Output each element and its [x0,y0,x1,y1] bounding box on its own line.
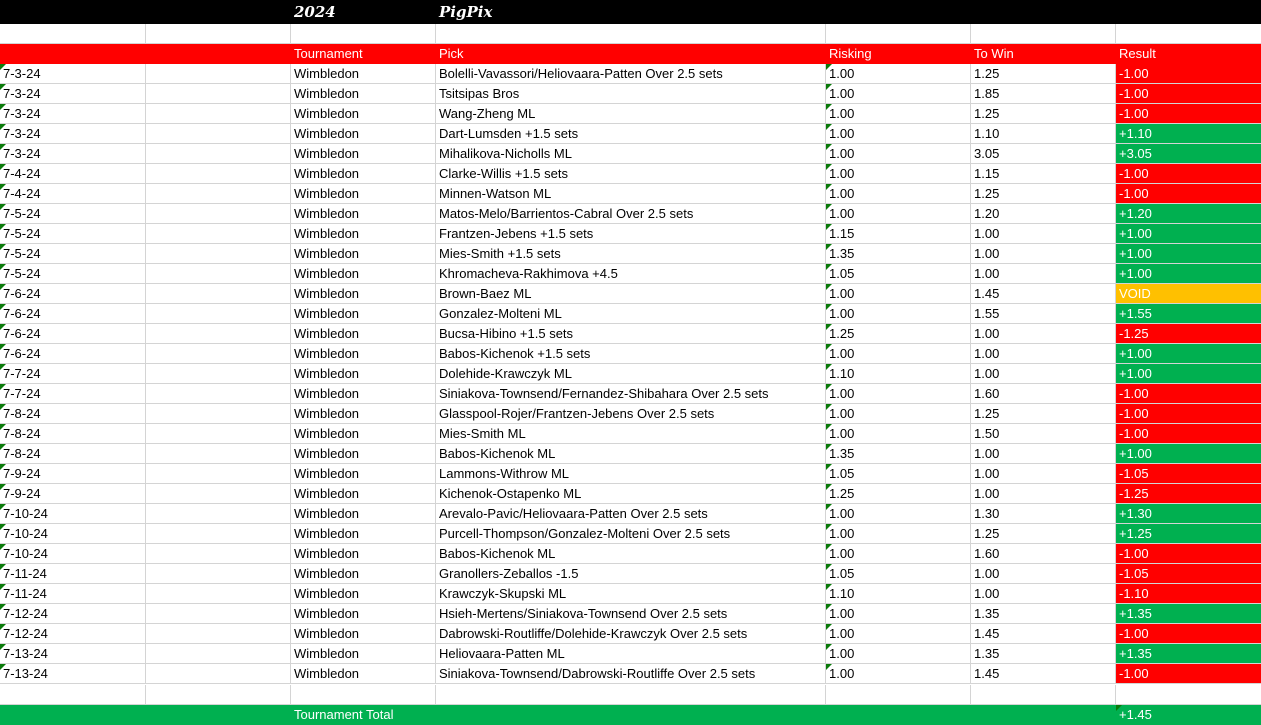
to-win-cell[interactable]: 1.60 [971,544,1116,564]
blank-cell[interactable] [146,64,291,84]
to-win-cell[interactable]: 1.00 [971,344,1116,364]
header-cell-tournament[interactable]: Tournament [291,44,436,64]
cell[interactable] [291,24,436,44]
blank-cell[interactable] [146,584,291,604]
result-cell[interactable]: -1.00 [1116,424,1261,444]
date-cell[interactable]: 7-8-24 [0,444,146,464]
result-cell[interactable]: -1.00 [1116,384,1261,404]
table-row [0,284,1261,304]
pick-cell[interactable]: Lammons-Withrow ML [436,464,826,484]
header-cell-pick[interactable]: Pick [436,44,826,64]
blank-cell[interactable] [146,504,291,524]
pick-cell[interactable]: Mihalikova-Nicholls ML [436,144,826,164]
risking-cell[interactable]: 1.00 [826,664,971,684]
table-row [0,184,1261,204]
cell[interactable] [971,0,1116,24]
tournament-cell[interactable]: Wimbledon [291,384,436,404]
tournament-cell[interactable]: Wimbledon [291,404,436,424]
result-cell[interactable]: -1.25 [1116,324,1261,344]
to-win-cell[interactable]: 1.20 [971,204,1116,224]
pick-cell[interactable]: Siniakova-Townsend/Dabrowski-Routliffe Over 2.5 sets [436,664,826,684]
result-cell[interactable]: +1.00 [1116,444,1261,464]
pick-cell[interactable]: Wang-Zheng ML [436,104,826,124]
to-win-cell[interactable]: 1.00 [971,564,1116,584]
risking-cell[interactable]: 1.35 [826,244,971,264]
pick-cell[interactable]: Kichenok-Ostapenko ML [436,484,826,504]
tournament-cell[interactable]: Wimbledon [291,604,436,624]
to-win-cell[interactable]: 1.00 [971,364,1116,384]
result-cell[interactable]: -1.00 [1116,64,1261,84]
result-cell[interactable]: +1.10 [1116,124,1261,144]
blank-cell[interactable] [146,624,291,644]
to-win-cell[interactable]: 1.55 [971,304,1116,324]
tournament-cell[interactable]: Wimbledon [291,344,436,364]
risking-cell[interactable]: 1.00 [826,284,971,304]
result-cell[interactable]: +3.05 [1116,144,1261,164]
blank-cell[interactable] [146,464,291,484]
blank-cell[interactable] [146,104,291,124]
total-value[interactable]: +1.45 [1116,705,1261,725]
pick-cell[interactable]: Glasspool-Rojer/Frantzen-Jebens Over 2.5 sets [436,404,826,424]
table-row [0,624,1261,644]
blank-cell[interactable] [146,304,291,324]
blank-cell[interactable] [146,444,291,464]
blank-cell[interactable] [146,564,291,584]
tournament-cell[interactable]: Wimbledon [291,444,436,464]
risking-cell[interactable]: 1.10 [826,584,971,604]
tournament-cell[interactable]: Wimbledon [291,504,436,524]
result-cell[interactable]: VOID [1116,284,1261,304]
pick-cell[interactable]: Dabrowski-Routliffe/Dolehide-Krawczyk Over 2.5 sets [436,624,826,644]
pick-cell[interactable]: Clarke-Willis +1.5 sets [436,164,826,184]
to-win-cell[interactable]: 1.85 [971,84,1116,104]
column-header-row [0,44,1261,64]
cell[interactable] [291,685,436,705]
tournament-cell[interactable]: Wimbledon [291,184,436,204]
pick-cell[interactable]: Matos-Melo/Barrientos-Cabral Over 2.5 sets [436,204,826,224]
date-cell[interactable]: 7-13-24 [0,664,146,684]
to-win-cell[interactable]: 1.00 [971,464,1116,484]
blank-cell[interactable] [146,244,291,264]
header-cell-result[interactable]: Result [1116,44,1261,64]
tournament-cell[interactable]: Wimbledon [291,524,436,544]
date-cell[interactable]: 7-13-24 [0,644,146,664]
result-cell[interactable]: -1.00 [1116,184,1261,204]
date-cell[interactable]: 7-6-24 [0,284,146,304]
table-row [0,84,1261,104]
blank-cell[interactable] [146,264,291,284]
risking-cell[interactable]: 1.00 [826,504,971,524]
tournament-cell[interactable]: Wimbledon [291,284,436,304]
tournament-cell[interactable]: Wimbledon [291,424,436,444]
blank-cell[interactable] [146,424,291,444]
table-row [0,644,1261,664]
risking-cell[interactable]: 1.00 [826,304,971,324]
pick-cell[interactable]: Brown-Baez ML [436,284,826,304]
table-row [0,564,1261,584]
cell[interactable] [436,685,826,705]
pick-cell[interactable]: Mies-Smith ML [436,424,826,444]
to-win-cell[interactable]: 1.10 [971,124,1116,144]
date-cell[interactable]: 7-11-24 [0,564,146,584]
blank-cell[interactable] [146,344,291,364]
cell[interactable] [826,705,971,725]
table-row [0,444,1261,464]
cell[interactable] [826,24,971,44]
result-cell[interactable]: +1.35 [1116,604,1261,624]
to-win-cell[interactable]: 1.00 [971,244,1116,264]
result-cell[interactable]: +1.20 [1116,204,1261,224]
blank-cell[interactable] [146,484,291,504]
risking-cell[interactable]: 1.00 [826,524,971,544]
result-cell[interactable]: +1.30 [1116,504,1261,524]
blank-cell[interactable] [146,604,291,624]
risking-cell[interactable]: 1.00 [826,184,971,204]
result-cell[interactable]: -1.00 [1116,164,1261,184]
risking-cell[interactable]: 1.05 [826,564,971,584]
blank-cell[interactable] [146,204,291,224]
pick-cell[interactable]: Babos-Kichenok +1.5 sets [436,344,826,364]
to-win-cell[interactable]: 1.25 [971,184,1116,204]
tournament-cell[interactable]: Wimbledon [291,224,436,244]
pick-cell[interactable]: Gonzalez-Molteni ML [436,304,826,324]
risking-cell[interactable]: 1.00 [826,64,971,84]
date-cell[interactable]: 7-5-24 [0,204,146,224]
tournament-cell[interactable]: Wimbledon [291,324,436,344]
risking-cell[interactable]: 1.00 [826,104,971,124]
tournament-cell[interactable]: Wimbledon [291,144,436,164]
blank-cell[interactable] [146,404,291,424]
blank-cell[interactable] [146,324,291,344]
risking-cell[interactable]: 1.00 [826,604,971,624]
tournament-cell[interactable]: Wimbledon [291,624,436,644]
pick-cell[interactable]: Granollers-Zeballos -1.5 [436,564,826,584]
date-cell[interactable]: 7-12-24 [0,604,146,624]
result-cell[interactable]: -1.00 [1116,624,1261,644]
to-win-cell[interactable]: 1.00 [971,264,1116,284]
title-bar [0,0,1261,24]
blank-cell[interactable] [146,544,291,564]
risking-cell[interactable]: 1.35 [826,444,971,464]
cell[interactable] [0,24,146,44]
table-row [0,364,1261,384]
blank-cell[interactable] [146,524,291,544]
risking-cell[interactable]: 1.00 [826,84,971,104]
cell[interactable] [0,685,146,705]
tournament-cell[interactable]: Wimbledon [291,64,436,84]
risking-cell[interactable]: 1.00 [826,344,971,364]
result-cell[interactable]: -1.10 [1116,584,1261,604]
table-row [0,544,1261,564]
cell[interactable] [1116,685,1261,705]
table-row [0,344,1261,364]
pick-cell[interactable]: Frantzen-Jebens +1.5 sets [436,224,826,244]
blank-cell[interactable] [146,664,291,684]
pick-cell[interactable]: Mies-Smith +1.5 sets [436,244,826,264]
table-row [0,144,1261,164]
to-win-cell[interactable]: 1.35 [971,604,1116,624]
tournament-cell[interactable]: Wimbledon [291,484,436,504]
date-cell[interactable]: 7-6-24 [0,324,146,344]
blank-cell[interactable] [146,144,291,164]
table-row [0,484,1261,504]
blank-cell[interactable] [146,644,291,664]
date-cell[interactable]: 7-3-24 [0,104,146,124]
cell[interactable] [0,0,146,24]
pick-cell[interactable]: Siniakova-Townsend/Fernandez-Shibahara Over 2.5 sets [436,384,826,404]
empty-row [0,685,1261,705]
pick-cell[interactable]: Dart-Lumsden +1.5 sets [436,124,826,144]
result-cell[interactable]: -1.00 [1116,404,1261,424]
table-row [0,124,1261,144]
pick-cell[interactable]: Bucsa-Hibino +1.5 sets [436,324,826,344]
table-row [0,504,1261,524]
risking-cell[interactable]: 1.00 [826,124,971,144]
pick-cell[interactable]: Heliovaara-Patten ML [436,644,826,664]
table-row [0,64,1261,84]
table-row [0,584,1261,604]
pick-cell[interactable]: Khromacheva-Rakhimova +4.5 [436,264,826,284]
cell[interactable] [1116,0,1261,24]
cell[interactable] [1116,24,1261,44]
table-row [0,304,1261,324]
table-row [0,324,1261,344]
to-win-cell[interactable]: 1.25 [971,104,1116,124]
cell[interactable] [971,705,1116,725]
date-cell[interactable]: 7-8-24 [0,424,146,444]
result-cell[interactable]: +1.00 [1116,244,1261,264]
to-win-cell[interactable]: 1.00 [971,324,1116,344]
date-cell[interactable]: 7-6-24 [0,304,146,324]
to-win-cell[interactable]: 1.00 [971,444,1116,464]
tournament-cell[interactable]: Wimbledon [291,244,436,264]
table-row [0,664,1261,684]
date-cell[interactable]: 7-5-24 [0,224,146,244]
risking-cell[interactable]: 1.00 [826,424,971,444]
to-win-cell[interactable]: 1.30 [971,504,1116,524]
date-cell[interactable]: 7-10-24 [0,524,146,544]
tournament-cell[interactable]: Wimbledon [291,124,436,144]
blank-cell[interactable] [146,84,291,104]
risking-cell[interactable]: 1.00 [826,204,971,224]
tournament-cell[interactable]: Wimbledon [291,544,436,564]
risking-cell[interactable]: 1.00 [826,384,971,404]
table-row [0,104,1261,124]
pick-cell[interactable]: Babos-Kichenok ML [436,544,826,564]
date-cell[interactable]: 7-5-24 [0,264,146,284]
table-row [0,604,1261,624]
tournament-cell[interactable]: Wimbledon [291,664,436,684]
date-cell[interactable]: 7-10-24 [0,544,146,564]
risking-cell[interactable]: 1.10 [826,364,971,384]
result-cell[interactable]: +1.00 [1116,364,1261,384]
date-cell[interactable]: 7-9-24 [0,484,146,504]
date-cell[interactable]: 7-4-24 [0,164,146,184]
risking-cell[interactable]: 1.00 [826,544,971,564]
date-cell[interactable]: 7-3-24 [0,144,146,164]
result-cell[interactable]: +1.25 [1116,524,1261,544]
pick-cell[interactable]: Minnen-Watson ML [436,184,826,204]
blank-cell[interactable] [146,124,291,144]
risking-cell[interactable]: 1.15 [826,224,971,244]
pick-cell[interactable]: Babos-Kichenok ML [436,444,826,464]
result-cell[interactable]: +1.00 [1116,344,1261,364]
risking-cell[interactable]: 1.00 [826,404,971,424]
cell[interactable] [146,24,291,44]
to-win-cell[interactable]: 1.00 [971,484,1116,504]
cell[interactable] [971,24,1116,44]
to-win-cell[interactable]: 1.00 [971,584,1116,604]
result-cell[interactable]: -1.05 [1116,564,1261,584]
table-row [0,384,1261,404]
cell[interactable] [146,705,291,725]
to-win-cell[interactable]: 1.60 [971,384,1116,404]
table-row [0,204,1261,224]
date-cell[interactable]: 7-3-24 [0,64,146,84]
table-row [0,224,1261,244]
cell[interactable] [436,705,826,725]
pick-cell[interactable]: Tsitsipas Bros [436,84,826,104]
result-cell[interactable]: +1.00 [1116,224,1261,244]
date-cell[interactable]: 7-11-24 [0,584,146,604]
cell[interactable] [146,685,291,705]
table-row [0,244,1261,264]
cell[interactable] [971,685,1116,705]
table-row [0,404,1261,424]
result-cell[interactable]: -1.00 [1116,104,1261,124]
table-row [0,464,1261,484]
result-cell[interactable]: -1.00 [1116,84,1261,104]
result-cell[interactable]: +1.00 [1116,264,1261,284]
result-cell[interactable]: +1.55 [1116,304,1261,324]
tournament-cell[interactable]: Wimbledon [291,564,436,584]
risking-cell[interactable]: 1.05 [826,464,971,484]
to-win-cell[interactable]: 1.45 [971,664,1116,684]
result-cell[interactable]: -1.25 [1116,484,1261,504]
to-win-cell[interactable]: 3.05 [971,144,1116,164]
to-win-cell[interactable]: 1.35 [971,644,1116,664]
risking-cell[interactable]: 1.00 [826,144,971,164]
cell[interactable] [146,0,291,24]
risking-cell[interactable]: 1.05 [826,264,971,284]
date-cell[interactable]: 7-3-24 [0,124,146,144]
result-cell[interactable]: +1.35 [1116,644,1261,664]
date-cell[interactable]: 7-5-24 [0,244,146,264]
to-win-cell[interactable]: 1.00 [971,224,1116,244]
table-row [0,164,1261,184]
date-cell[interactable]: 7-9-24 [0,464,146,484]
header-cell-date[interactable] [0,44,146,64]
to-win-cell[interactable]: 1.25 [971,404,1116,424]
date-cell[interactable]: 7-6-24 [0,344,146,364]
date-cell[interactable]: 7-7-24 [0,384,146,404]
blank-cell[interactable] [146,384,291,404]
cell[interactable] [436,24,826,44]
pick-cell[interactable]: Bolelli-Vavassori/Heliovaara-Patten Over 2.5 sets [436,64,826,84]
to-win-cell[interactable]: 1.25 [971,524,1116,544]
tournament-cell[interactable]: Wimbledon [291,204,436,224]
cell[interactable] [826,0,971,24]
tournament-cell[interactable]: Wimbledon [291,104,436,124]
tournament-cell[interactable]: Wimbledon [291,264,436,284]
tournament-total-row [0,705,1261,725]
to-win-cell[interactable]: 1.45 [971,624,1116,644]
pick-cell[interactable]: Hsieh-Mertens/Siniakova-Townsend Over 2.5 sets [436,604,826,624]
total-label[interactable]: Tournament Total [291,705,436,725]
blank-cell[interactable] [146,364,291,384]
pick-cell[interactable]: Dolehide-Krawczyk ML [436,364,826,384]
tournament-cell[interactable]: Wimbledon [291,164,436,184]
tournament-cell[interactable]: Wimbledon [291,584,436,604]
table-row [0,524,1261,544]
date-cell[interactable]: 7-4-24 [0,184,146,204]
tournament-cell[interactable]: Wimbledon [291,84,436,104]
header-cell-risking[interactable]: Risking [826,44,971,64]
table-row [0,264,1261,284]
to-win-cell[interactable]: 1.25 [971,64,1116,84]
cell[interactable] [0,705,146,725]
to-win-cell[interactable]: 1.15 [971,164,1116,184]
pick-cell[interactable]: Krawczyk-Skupski ML [436,584,826,604]
tournament-cell[interactable]: Wimbledon [291,644,436,664]
risking-cell[interactable]: 1.25 [826,484,971,504]
brand-label[interactable]: PigPix [439,3,493,21]
risking-cell[interactable]: 1.00 [826,164,971,184]
blank-cell[interactable] [146,184,291,204]
to-win-cell[interactable]: 1.45 [971,284,1116,304]
header-cell-empty[interactable] [146,44,291,64]
blank-cell[interactable] [146,284,291,304]
table-row [0,424,1261,444]
result-cell[interactable]: -1.00 [1116,544,1261,564]
pick-cell[interactable]: Purcell-Thompson/Gonzalez-Molteni Over 2.5 sets [436,524,826,544]
header-cell-to-win[interactable]: To Win [971,44,1116,64]
date-cell[interactable]: 7-3-24 [0,84,146,104]
risking-cell[interactable]: 1.00 [826,624,971,644]
pick-cell[interactable]: Arevalo-Pavic/Heliovaara-Patten Over 2.5 sets [436,504,826,524]
tournament-cell[interactable]: Wimbledon [291,464,436,484]
blank-cell[interactable] [146,164,291,184]
cell[interactable] [826,685,971,705]
blank-cell[interactable] [146,224,291,244]
tournament-cell[interactable]: Wimbledon [291,304,436,324]
to-win-cell[interactable]: 1.50 [971,424,1116,444]
tournament-cell[interactable]: Wimbledon [291,364,436,384]
date-cell[interactable]: 7-7-24 [0,364,146,384]
year-label[interactable]: 2024 [294,3,336,21]
result-cell[interactable]: -1.05 [1116,464,1261,484]
risking-cell[interactable]: 1.00 [826,644,971,664]
risking-cell[interactable]: 1.25 [826,324,971,344]
date-cell[interactable]: 7-10-24 [0,504,146,524]
result-cell[interactable]: -1.00 [1116,664,1261,684]
date-cell[interactable]: 7-12-24 [0,624,146,644]
empty-row [0,24,1261,44]
date-cell[interactable]: 7-8-24 [0,404,146,424]
